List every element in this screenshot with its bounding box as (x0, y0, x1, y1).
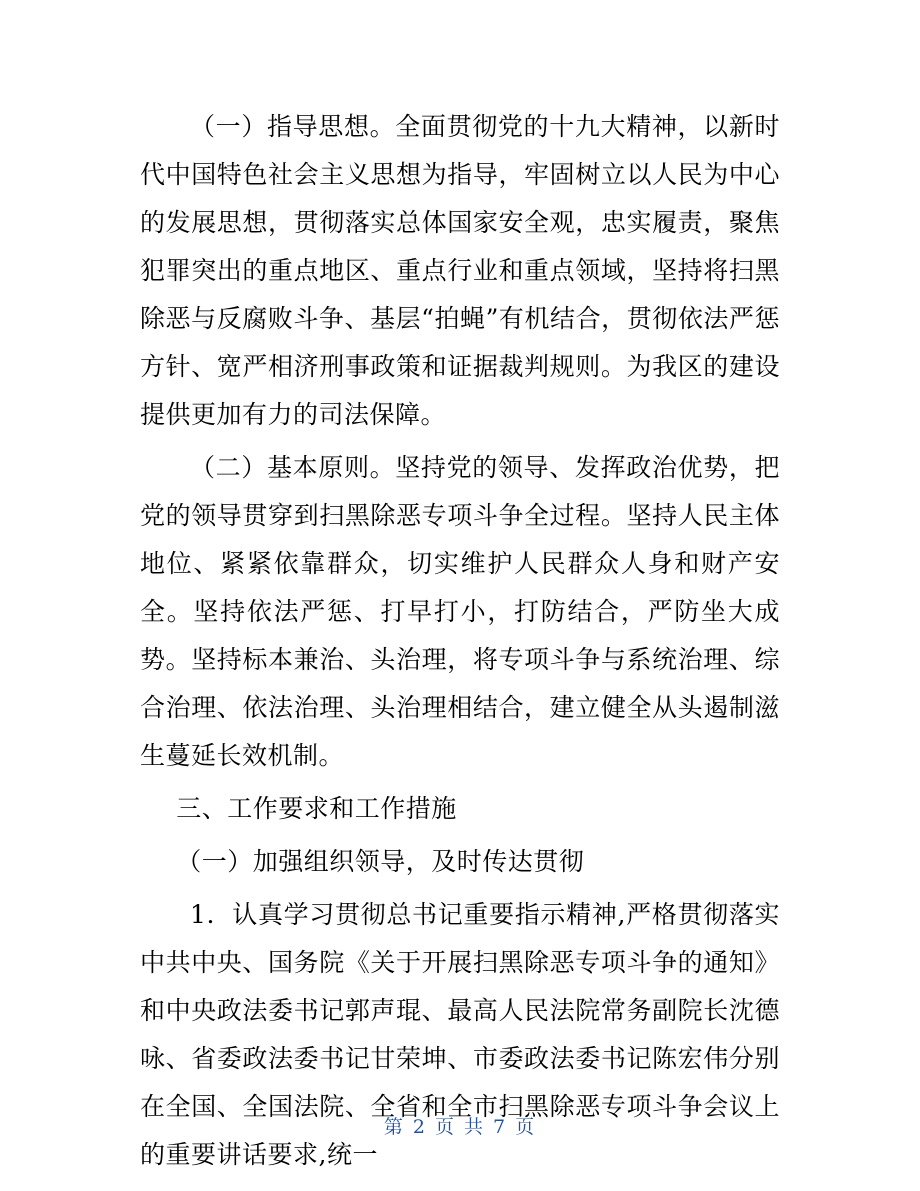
page-number-footer: 第 2 页 共 7 页 (383, 1116, 537, 1138)
paragraph-item-1: 1．认真学习贯彻总书记重要指示精神,严格贯彻落实中共中央、国务院《关于开展扫黑除恶专项斗争的通知》和中央政法委书记郭声琨、最高人民法院常务副院长沈德咏、省委政法委书记甘荣坤、市委政法委书记陈宏伟分别在全国、全国法院、全省和全市扫黑除恶专项斗争会议上的重要讲话要求,统一 (140, 900, 780, 1169)
paragraph-basic-principles: （二）基本原则。坚持党的领导、发挥政治优势，把党的领导贯穿到扫黑除恶专项斗争全过程。坚持人民主体地位、紧紧依靠群众，切实维护人民群众人身和财产安全。坚持依法严惩、打早打小，打防结合，严防坐大成势。坚持标本兼治、头治理，将专项斗争与系统治理、综合治理、依法治理、头治理相结合，建立健全从头遏制滋生蔓延长效机制。 (140, 453, 780, 770)
document-body (140, 103, 780, 1184)
paragraph-guiding-ideology: （一）指导思想。全面贯彻党的十九大精神，以新时代中国特色社会主义思想为指导，牢固树立以人民为中心的发展思想，贯彻落实总体国家安全观，忠实履责，聚焦犯罪突出的重点地区、重点行业和重点领域，坚持将扫黑除恶与反腐败斗争、基层“拍蝇”有机结合，贯彻依法严惩方针、宽严相济刑事政策和证据裁判规则。为我区的建设提供更加有力的司法保障。 (140, 112, 780, 429)
section-heading-work-requirements: 三、工作要求和工作措施 (176, 794, 457, 823)
subsection-heading-organization: （一）加强组织领导，及时传达贯彻 (176, 847, 585, 876)
